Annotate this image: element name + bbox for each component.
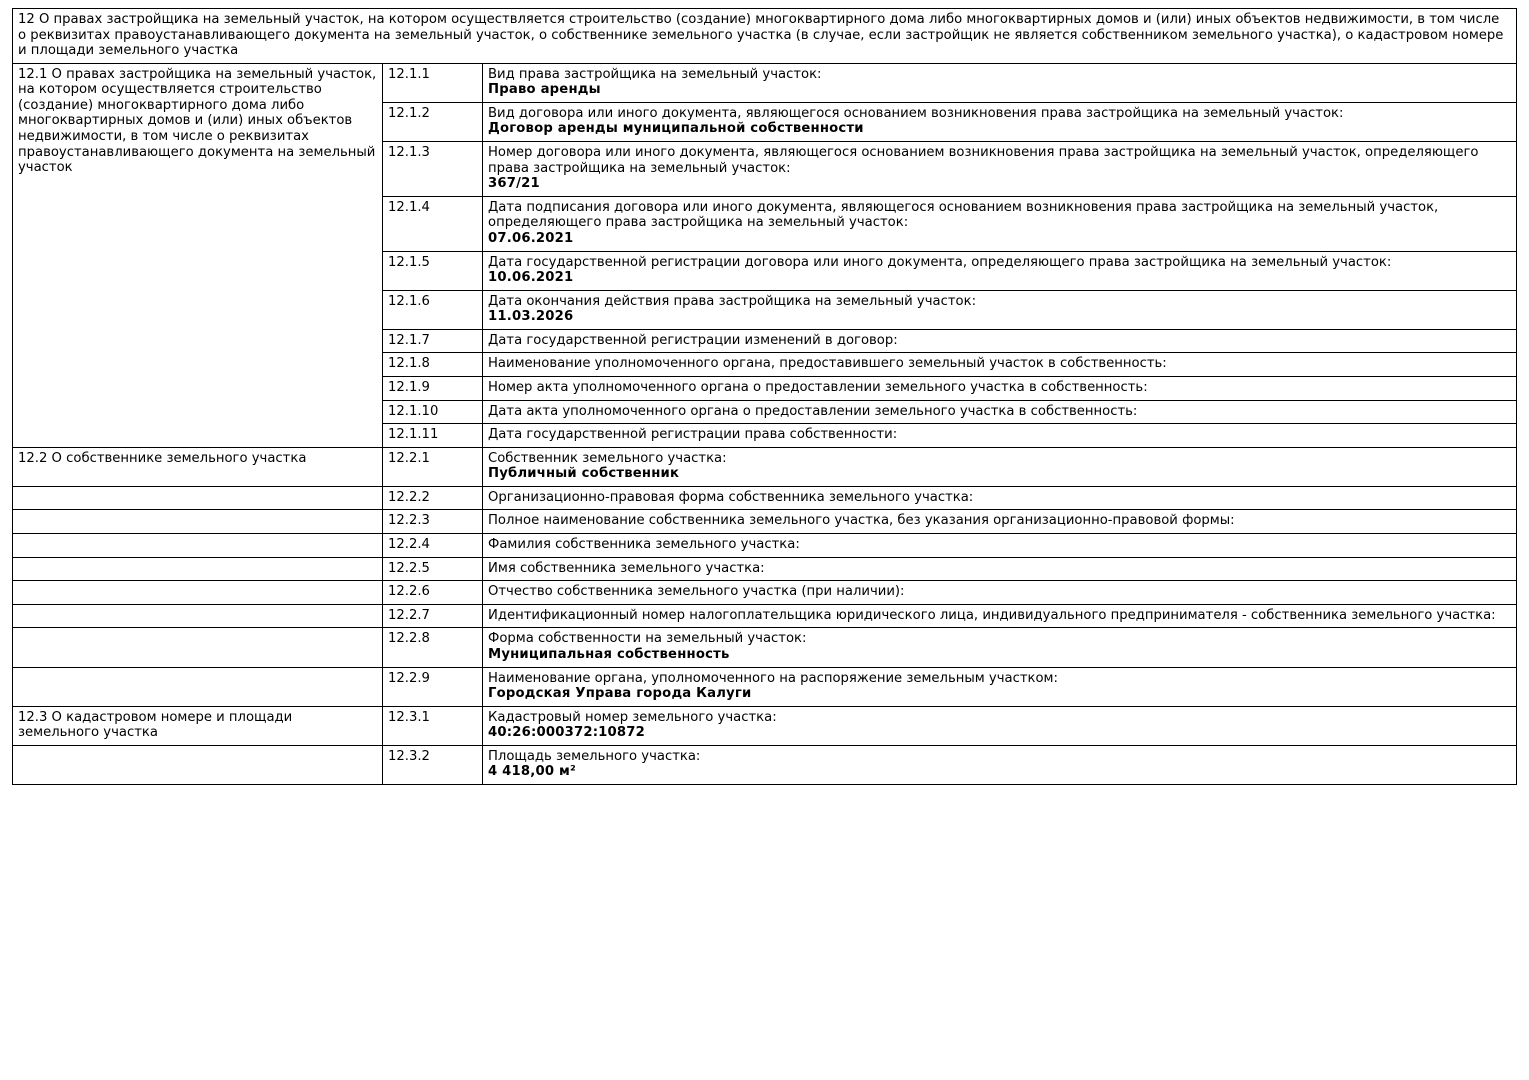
table-row	[13, 745, 1517, 784]
row-number: 12.1.4	[383, 196, 483, 251]
row-content	[483, 510, 1517, 534]
row-number: 12.1.8	[383, 353, 483, 377]
row-number: 12.1.3	[383, 142, 483, 197]
row-number: 12.2.2	[383, 486, 483, 510]
section-header-row	[13, 9, 1517, 64]
table-row	[13, 581, 1517, 605]
row-value: Городская Управа города Калуги	[488, 686, 752, 702]
group-title-spacer	[13, 604, 383, 628]
table-row	[13, 534, 1517, 558]
row-label: Наименование уполномоченного органа, предоставившего земельный участок в собственность:	[488, 356, 1167, 372]
row-label: Идентификационный номер налогоплательщика юридического лица, индивидуального предпринимателя - собственника земельного участка:	[488, 607, 1496, 623]
row-content	[483, 63, 1517, 102]
row-number: 12.1.1	[383, 63, 483, 102]
row-label: Площадь земельного участка:	[488, 748, 701, 764]
row-value: 11.03.2026	[488, 309, 574, 325]
row-content	[483, 706, 1517, 745]
table-row	[13, 486, 1517, 510]
row-content	[483, 628, 1517, 667]
row-content	[483, 486, 1517, 510]
table-row	[13, 667, 1517, 706]
group-title-spacer	[13, 628, 383, 667]
table-row	[13, 447, 1517, 486]
row-value: 10.06.2021	[488, 270, 574, 286]
row-content	[483, 251, 1517, 290]
row-content	[483, 196, 1517, 251]
row-content	[483, 557, 1517, 581]
row-number: 12.2.6	[383, 581, 483, 605]
row-content	[483, 290, 1517, 329]
section-header-cell: 12 О правах застройщика на земельный участок, на котором осуществляется строительство (создание) многоквартирного дома либо многоквартирных домов и (или) иных объектов недвижимости, в том числе о реквизитах правоустанавливающего документа на земельный участок, о собственнике земельного участка (в случае, если застройщик не является собственником земельного участка), о кадастровом номере и площади земельного участка	[13, 9, 1517, 64]
row-label: Дата окончания действия права застройщика на земельный участок:	[488, 293, 977, 309]
table-row	[13, 510, 1517, 534]
row-content	[483, 400, 1517, 424]
table-row	[13, 628, 1517, 667]
row-content	[483, 102, 1517, 141]
row-value: Договор аренды муниципальной собственности	[488, 121, 864, 137]
row-content	[483, 581, 1517, 605]
row-label: Имя собственника земельного участка:	[488, 560, 765, 576]
row-value: Муниципальная собственность	[488, 646, 730, 662]
row-value: 40:26:000372:10872	[488, 725, 646, 741]
row-label: Номер акта уполномоченного органа о предоставлении земельного участка в собственность:	[488, 379, 1148, 395]
row-number: 12.1.2	[383, 102, 483, 141]
row-number: 12.1.11	[383, 424, 483, 448]
row-label: Номер договора или иного документа, являющегося основанием возникновения права застройщика на земельный участок, определяющего права застройщика на земельный участок:	[488, 145, 1479, 176]
row-label: Организационно-правовая форма собственника земельного участка:	[488, 489, 974, 505]
row-number: 12.2.4	[383, 534, 483, 558]
row-label: Фамилия собственника земельного участка:	[488, 537, 800, 553]
row-label: Дата государственной регистрации изменений в договор:	[488, 332, 898, 348]
developer-land-rights-table	[12, 8, 1517, 785]
row-number: 12.2.9	[383, 667, 483, 706]
row-number: 12.1.9	[383, 376, 483, 400]
row-number: 12.2.1	[383, 447, 483, 486]
row-number: 12.1.10	[383, 400, 483, 424]
table-row	[13, 557, 1517, 581]
row-label: Дата акта уполномоченного органа о предоставлении земельного участка в собственность:	[488, 403, 1138, 419]
row-label: Полное наименование собственника земельного участка, без указания организационно-правовой формы:	[488, 513, 1235, 529]
row-number: 12.1.5	[383, 251, 483, 290]
row-number: 12.3.1	[383, 706, 483, 745]
table-body	[13, 9, 1517, 785]
group-title-spacer	[13, 745, 383, 784]
row-label: Кадастровый номер земельного участка:	[488, 709, 777, 725]
group-title-spacer	[13, 557, 383, 581]
row-label: Вид права застройщика на земельный участок:	[488, 66, 822, 82]
row-content	[483, 353, 1517, 377]
row-label: Вид договора или иного документа, являющегося основанием возникновения права застройщика на земельный участок:	[488, 105, 1344, 121]
row-content	[483, 376, 1517, 400]
row-content	[483, 329, 1517, 353]
row-value: Публичный собственник	[488, 466, 680, 482]
row-content	[483, 142, 1517, 197]
table-row	[13, 63, 1517, 102]
row-number: 12.2.5	[383, 557, 483, 581]
group-title-spacer	[13, 667, 383, 706]
group-title-spacer	[13, 510, 383, 534]
row-number: 12.2.7	[383, 604, 483, 628]
row-label: Собственник земельного участка:	[488, 450, 727, 466]
row-label: Дата государственной регистрации договора или иного документа, определяющего права застройщика на земельный участок:	[488, 254, 1392, 270]
row-label: Наименование органа, уполномоченного на распоряжение земельным участком:	[488, 670, 1058, 686]
table-row	[13, 604, 1517, 628]
row-number: 12.1.7	[383, 329, 483, 353]
row-value: 4 418,00 м²	[488, 764, 577, 780]
row-content	[483, 667, 1517, 706]
row-number: 12.2.8	[383, 628, 483, 667]
group-title-spacer	[13, 534, 383, 558]
row-label: Дата подписания договора или иного документа, являющегося основанием возникновения права застройщика на земельный участок, определяющего права застройщика на земельный участок:	[488, 199, 1439, 231]
row-content	[483, 604, 1517, 628]
row-content	[483, 447, 1517, 486]
row-content	[483, 534, 1517, 558]
row-content	[483, 424, 1517, 448]
row-number: 12.2.3	[383, 510, 483, 534]
row-label: Отчество собственника земельного участка (при наличии):	[488, 584, 905, 600]
group-title-spacer	[13, 581, 383, 605]
row-value: 07.06.2021	[488, 230, 574, 246]
row-value: 367/21	[488, 176, 540, 192]
group-title-12-2: 12.2 О собственнике земельного участка	[13, 447, 383, 486]
row-label: Дата государственной регистрации права собственности:	[488, 427, 898, 443]
row-label: Форма собственности на земельный участок:	[488, 631, 807, 647]
group-title-12-1: 12.1 О правах застройщика на земельный участок, на котором осуществляется строительство (создание) многоквартирного дома либо многоквартирных домов и (или) иных объектов недвижимости, в том числе о реквизитах правоустанавливающего документа на земельный участок	[13, 63, 383, 447]
group-title-spacer	[13, 486, 383, 510]
row-number: 12.3.2	[383, 745, 483, 784]
row-content	[483, 745, 1517, 784]
row-number: 12.1.6	[383, 290, 483, 329]
row-value: Право аренды	[488, 82, 601, 98]
group-title-12-3: 12.3 О кадастровом номере и площади земельного участка	[13, 706, 383, 745]
table-row	[13, 706, 1517, 745]
